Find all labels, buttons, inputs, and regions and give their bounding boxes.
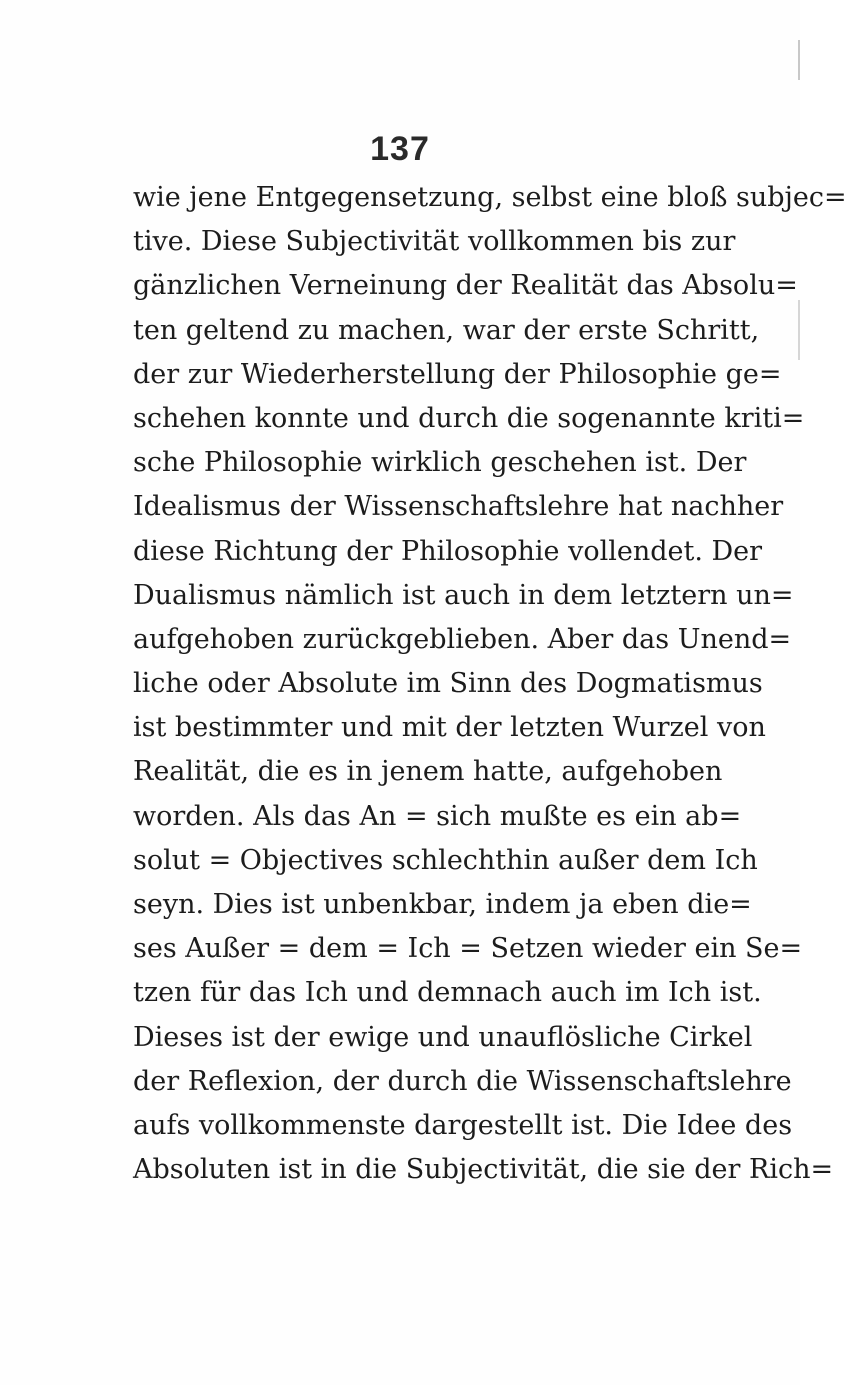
text-line: aufgehoben zurückgeblieben. Aber das Unend= <box>133 623 792 655</box>
text-line: ist bestimmter und mit der letzten Wurzel von <box>133 712 766 744</box>
text-line: der zur Wiederherstellung der Philosophie ge= <box>133 358 782 390</box>
text-line: der Reflexion, der durch die Wissenschaftslehre <box>133 1065 792 1097</box>
text-line: tzen für das Ich und demnach auch im Ich ist. <box>133 977 762 1009</box>
page-number: 137 <box>370 130 430 168</box>
text-line: Idealismus der Wissenschaftslehre hat nachher <box>133 491 784 523</box>
text-line: Dualismus nämlich ist auch in dem letztern un= <box>133 579 794 611</box>
text-line: tive. Diese Subjectivität vollkommen bis zur <box>133 226 736 258</box>
text-line: schehen konnte und durch die sogenannte kriti= <box>133 402 805 434</box>
text-line: Dieses ist der ewige und unauflösliche Cirkel <box>133 1021 753 1053</box>
page-edge-mark <box>798 40 800 80</box>
text-line: Realität, die es in jenem hatte, aufgehoben <box>133 756 723 788</box>
body-text <box>133 176 847 1192</box>
text-line: aufs vollkommenste dargestellt ist. Die Idee des <box>133 1109 793 1141</box>
page-edge-mark <box>798 300 800 360</box>
text-line: ten geltend zu machen, war der erste Schritt, <box>133 314 760 346</box>
text-line: liche oder Absolute im Sinn des Dogmatismus <box>133 668 763 700</box>
text-line: sche Philosophie wirklich geschehen ist. Der <box>133 447 747 479</box>
text-line: solut = Objectives schlechthin außer dem Ich <box>133 844 758 876</box>
text-line: seyn. Dies ist unbenkbar, indem ja eben die= <box>133 889 752 920</box>
text-line: Absoluten ist in die Subjectivität, die sie der Rich= <box>133 1154 834 1186</box>
text-line: ses Außer = dem = Ich = Setzen wieder ein Se= <box>133 933 803 965</box>
text-line: wie jene Entgegensetzung, selbst eine bloß subjec= <box>133 182 847 213</box>
text-line: diese Richtung der Philosophie vollendet. Der <box>133 535 763 567</box>
text-line: worden. Als das An = sich mußte es ein ab= <box>133 800 742 832</box>
text-line: gänzlichen Verneinung der Realität das Absolu= <box>133 270 798 302</box>
